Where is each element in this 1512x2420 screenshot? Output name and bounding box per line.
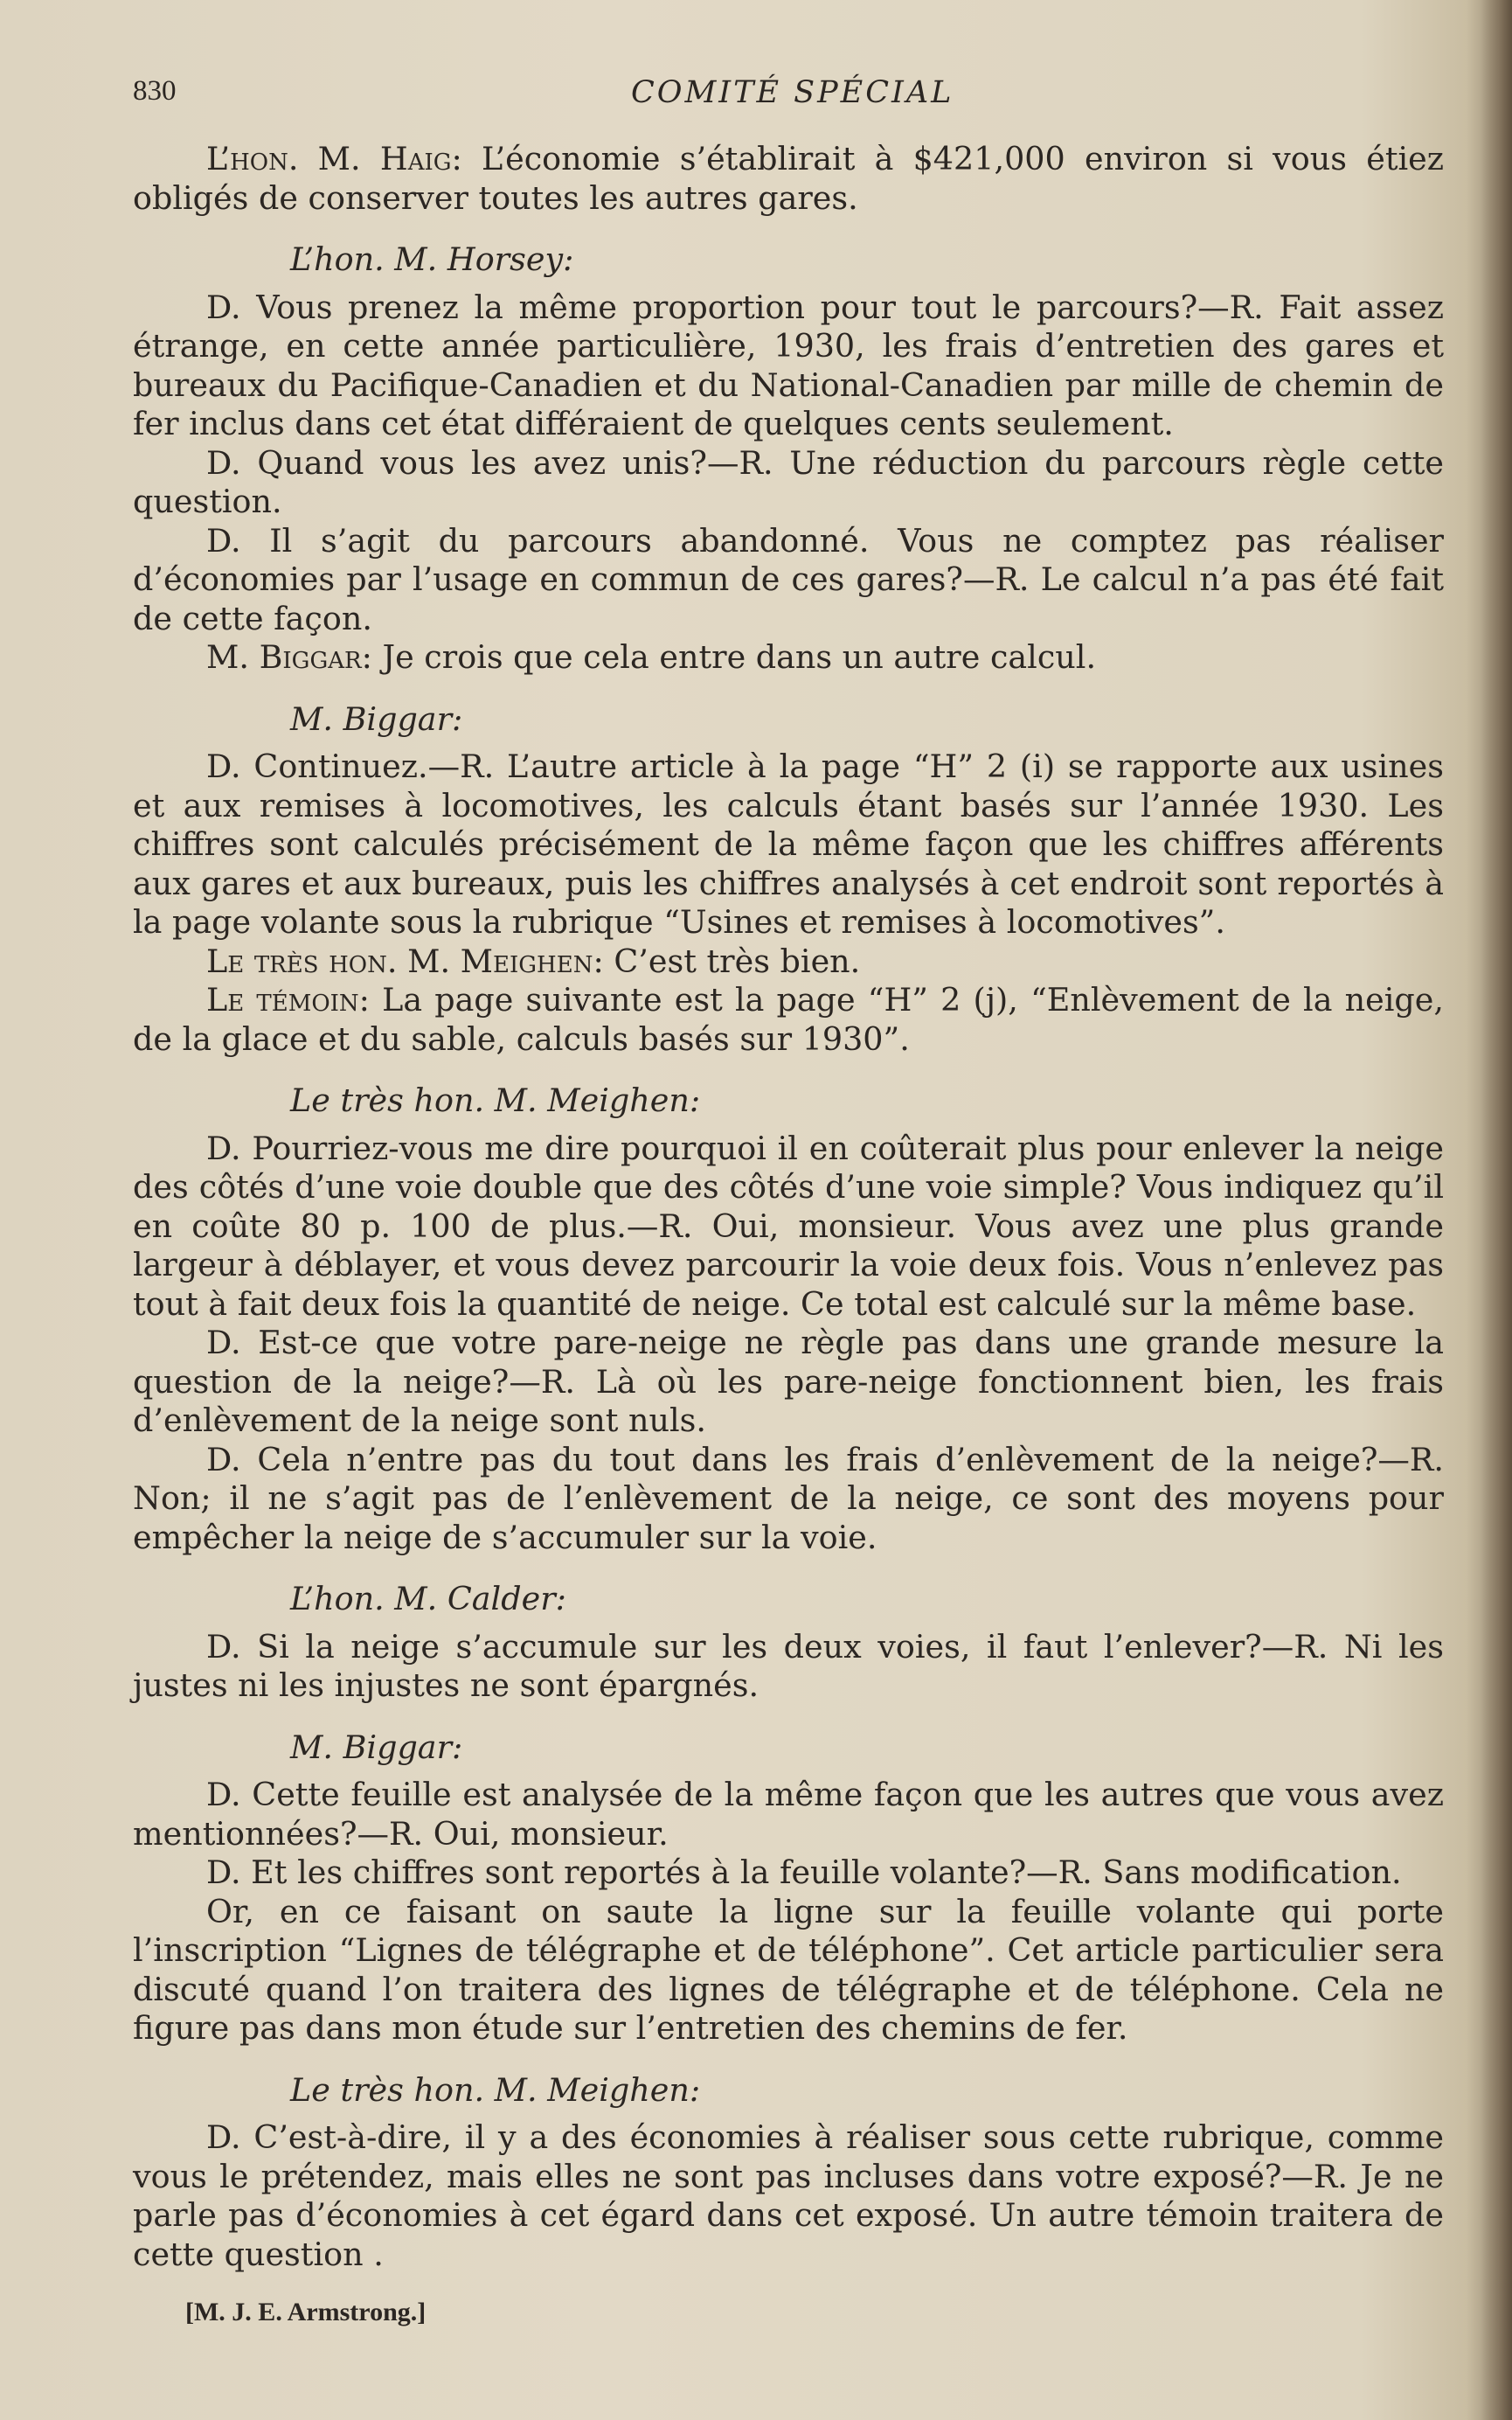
speaker-lead: Le témoin:	[206, 981, 370, 1019]
page-header	[133, 75, 1444, 128]
paragraph	[133, 1130, 1444, 1325]
paragraph-text: D. Cette feuille est analysée de la même façon que les autres que vous avez mentionnées?—R. Oui, monsieur.	[133, 1776, 1444, 1853]
running-head: COMITÉ SPÉCIAL	[631, 75, 954, 110]
page-body	[133, 140, 1444, 2333]
speaker-heading: M. Biggar:	[290, 1728, 463, 1766]
paragraph-text: L’économie s’établirait à $421,000 environ si vous étiez obligés de conserver toutes les autres gares.	[133, 140, 1444, 217]
paragraph	[133, 140, 1444, 218]
paragraph-text: Or, en ce faisant on saute la ligne sur la feuille volante qui porte l’inscription “Lignes de télégraphe et de téléphone”. Cet article particulier sera discuté quand l’on traitera des lignes de télégraphe et de téléphone. Cela ne figure pas dans mon étude sur l’entretien des chemins de fer.	[133, 1892, 1444, 2047]
speaker-lead: L’hon. M. Haig:	[206, 140, 462, 177]
speaker-heading: L’hon. M. Horsey:	[290, 240, 574, 278]
paragraph-text: C’est très bien.	[603, 942, 861, 980]
paragraph-text: D. Pourriez-vous me dire pourquoi il en coûterait plus pour enlever la neige des côtés d’une voie double que des côtés d’une voie simple? Vous indiquez qu’il en coûte 80 p. 100 de plus.—R. Oui, monsieur. Vous avez une plus grande largeur à déblayer, et vous devez parcourir la voie deux fois. Vous n’enlevez pas tout à fait deux fois la quantité de neige. Ce total est calculé sur la même base.	[133, 1129, 1444, 1323]
paragraph-text: D. Quand vous les avez unis?—R. Une réduction du parcours règle cette question.	[133, 443, 1444, 520]
paragraph-text: D. Il s’agit du parcours abandonné. Vous ne comptez pas réaliser d’économies par l’usage en commun de ces gares?—R. Le calcul n’a pas été fait de cette façon.	[133, 521, 1444, 637]
paragraph	[133, 289, 1444, 444]
footnote-witness: [M. J. E. Armstrong.]	[185, 2298, 427, 2326]
paragraph-text: La page suivante est la page “H” 2 (j), “Enlèvement de la neige, de la glace et du sable, calculs basés sur 1930”.	[133, 981, 1444, 1058]
paragraph-text: D. Et les chiffres sont reportés à la feuille volante?—R. Sans modification.	[206, 1853, 1402, 1891]
paragraph	[133, 1853, 1444, 1893]
paragraph-text: D. Vous prenez la même proportion pour tout le parcours?—R. Fait assez étrange, en cette année particulière, 1930, les frais d’entretien des gares et bureaux du Pacifique-Canadien et du National-Canadien par mille de chemin de fer inclus dans cet état différaient de quelques cents seulement.	[133, 288, 1444, 442]
page-number: 830	[133, 75, 177, 107]
paragraph	[133, 522, 1444, 639]
speaker-heading: M. Biggar:	[290, 699, 463, 738]
speaker-lead: M. Biggar:	[206, 638, 372, 676]
paragraph	[133, 444, 1444, 522]
paragraph	[133, 2118, 1444, 2274]
speaker-heading: Le très hon. M. Meighen:	[290, 2070, 701, 2109]
paragraph	[133, 1628, 1444, 1706]
paragraph	[133, 1324, 1444, 1441]
speaker-heading: Le très hon. M. Meighen:	[290, 1081, 701, 1119]
paragraph	[133, 942, 1444, 982]
paragraph	[133, 748, 1444, 942]
paragraph-text: D. Cela n’entre pas du tout dans les frais d’enlèvement de la neige?—R. Non; il ne s’agit pas de l’enlèvement de la neige, ce sont des moyens pour empêcher la neige de s’accumuler sur la voie.	[133, 1440, 1444, 1556]
paragraph-text: D. Si la neige s’accumule sur les deux voies, il faut l’enlever?—R. Ni les justes ni les injustes ne sont épargnés.	[133, 1627, 1444, 1704]
paragraph-text: Je crois que cela entre dans un autre calcul.	[371, 638, 1097, 676]
paragraph	[133, 1441, 1444, 1558]
paragraph-text: D. Est-ce que votre pare-neige ne règle pas dans une grande mesure la question de la neige?—R. Là où les pare-neige fonctionnent bien, les frais d’enlèvement de la neige sont nuls.	[133, 1324, 1444, 1439]
page-edge-shadow	[1481, 0, 1512, 2420]
speaker-heading: L’hon. M. Calder:	[290, 1580, 566, 1617]
paragraph-text: D. Continuez.—R. L’autre article à la page “H” 2 (i) se rapporte aux usines et aux remises à locomotives, les calculs étant basés sur l’année 1930. Les chiffres sont calculés précisément de la même façon que les chiffres afférents aux gares et aux bureaux, puis les chiffres analysés à cet endroit sont reportés à la page volante sous la rubrique “Usines et remises à locomotives”.	[133, 748, 1444, 941]
paragraph	[133, 638, 1444, 678]
paragraph	[133, 1776, 1444, 1853]
speaker-lead: Le très hon. M. Meighen:	[206, 942, 604, 980]
paragraph	[133, 1893, 1444, 2048]
paragraph-text: D. C’est-à-dire, il y a des économies à réaliser sous cette rubrique, comme vous le prétendez, mais elles ne sont pas incluses dans votre exposé?—R. Je ne parle pas d’économies à cet égard dans cet exposé. Un autre témoin traitera de cette question .	[133, 2118, 1444, 2273]
paragraph	[133, 981, 1444, 1059]
